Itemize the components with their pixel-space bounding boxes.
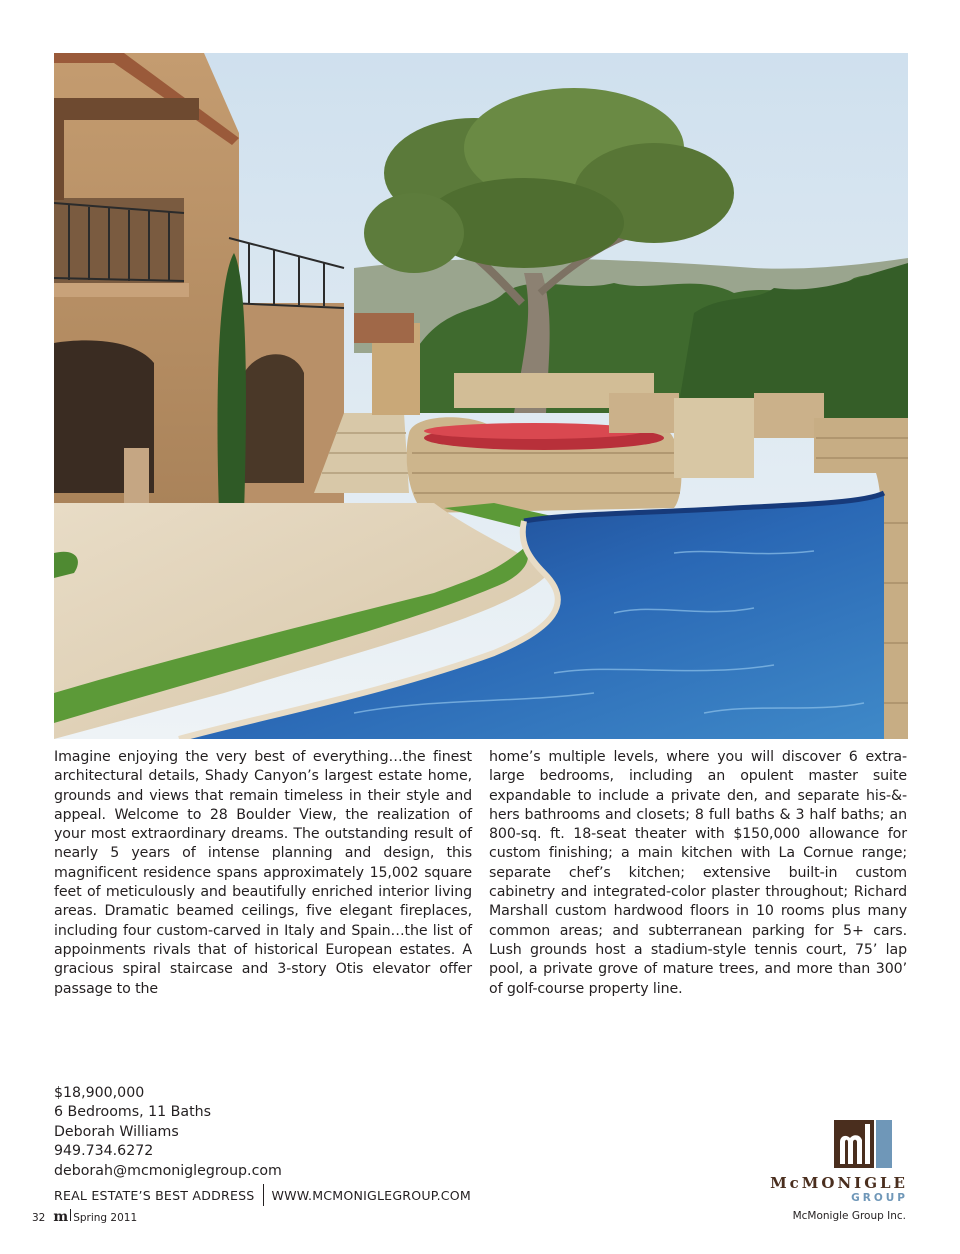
listing-rooms: 6 Bedrooms, 11 Baths bbox=[54, 1104, 212, 1121]
photo-credit: McMonigle Group Inc. bbox=[792, 1210, 906, 1222]
agent-email[interactable]: deborah@mcmoniglegroup.com bbox=[54, 1162, 282, 1179]
agent-name: Deborah Williams bbox=[54, 1123, 179, 1140]
website-link[interactable]: WWW.MCMONIGLEGROUP.COM bbox=[271, 1187, 471, 1203]
folio-divider bbox=[70, 1209, 71, 1221]
agent-phone[interactable]: 949.734.6272 bbox=[54, 1143, 154, 1160]
footer-tagline bbox=[54, 1184, 471, 1206]
mcmonigle-m-icon bbox=[834, 1120, 892, 1168]
page-folio bbox=[32, 1209, 137, 1225]
body-column-left bbox=[54, 748, 472, 999]
magazine-mark: m bbox=[53, 1209, 69, 1225]
brand-name: McMONIGLE bbox=[770, 1174, 908, 1192]
slogan: REAL ESTATE’S BEST ADDRESS bbox=[54, 1187, 255, 1203]
body-column-right bbox=[489, 748, 907, 999]
body-paragraph-left: Imagine enjoying the very best of everything…the finest architectural details, Shady Canyon’s largest estate home, grounds and views that remain timeless in their style and appeal. Welcome to 28 Boulder View, the realization of your most extraordinary dreams. The outstanding result of nearly 5 years of intense planning and design, this magnificent residence spans approximately 15,002 square feet of meticulously and beautifully enriched interior living areas. Dramatic beamed ceilings, five elegant fireplaces, including four custom-carved in Italy and Spain…the list of appoinments rivals that of historical European estates. A gracious spiral staircase and 3-story Otis elevator offer passage to the bbox=[54, 749, 472, 997]
page-number: 32 bbox=[32, 1212, 46, 1224]
body-paragraph-right: home’s multiple levels, where you will discover 6 extra-large bedrooms, including an opulent master suite expandable to include a private den, and separate his-&-hers bathrooms and closets; 8 full baths & 3 half baths; an 800-sq. ft. 18-seat theater with $150,000 allowance for custom finishing; a main kitchen with La Cornue range; separate chef’s kitchen; extensive built-in custom cabinetry and integrated-color plaster throughout; Richard Marshall custom hardwood floors in 10 rooms plus many common areas; and subterranean parking for 5+ cars. Lush grounds host a stadium-style tennis court, 75’ lap pool, a private grove of mature trees, and more than 300’ of golf-course property line. bbox=[489, 749, 907, 997]
listing-details bbox=[54, 1084, 282, 1181]
hero-photo bbox=[54, 53, 908, 739]
listing-price: $18,900,000 bbox=[54, 1085, 145, 1101]
issue-label: Spring 2011 bbox=[73, 1212, 138, 1224]
tagline-divider bbox=[263, 1184, 264, 1206]
brand-group: GROUP bbox=[851, 1192, 908, 1204]
estate-pool-illustration bbox=[54, 53, 908, 739]
